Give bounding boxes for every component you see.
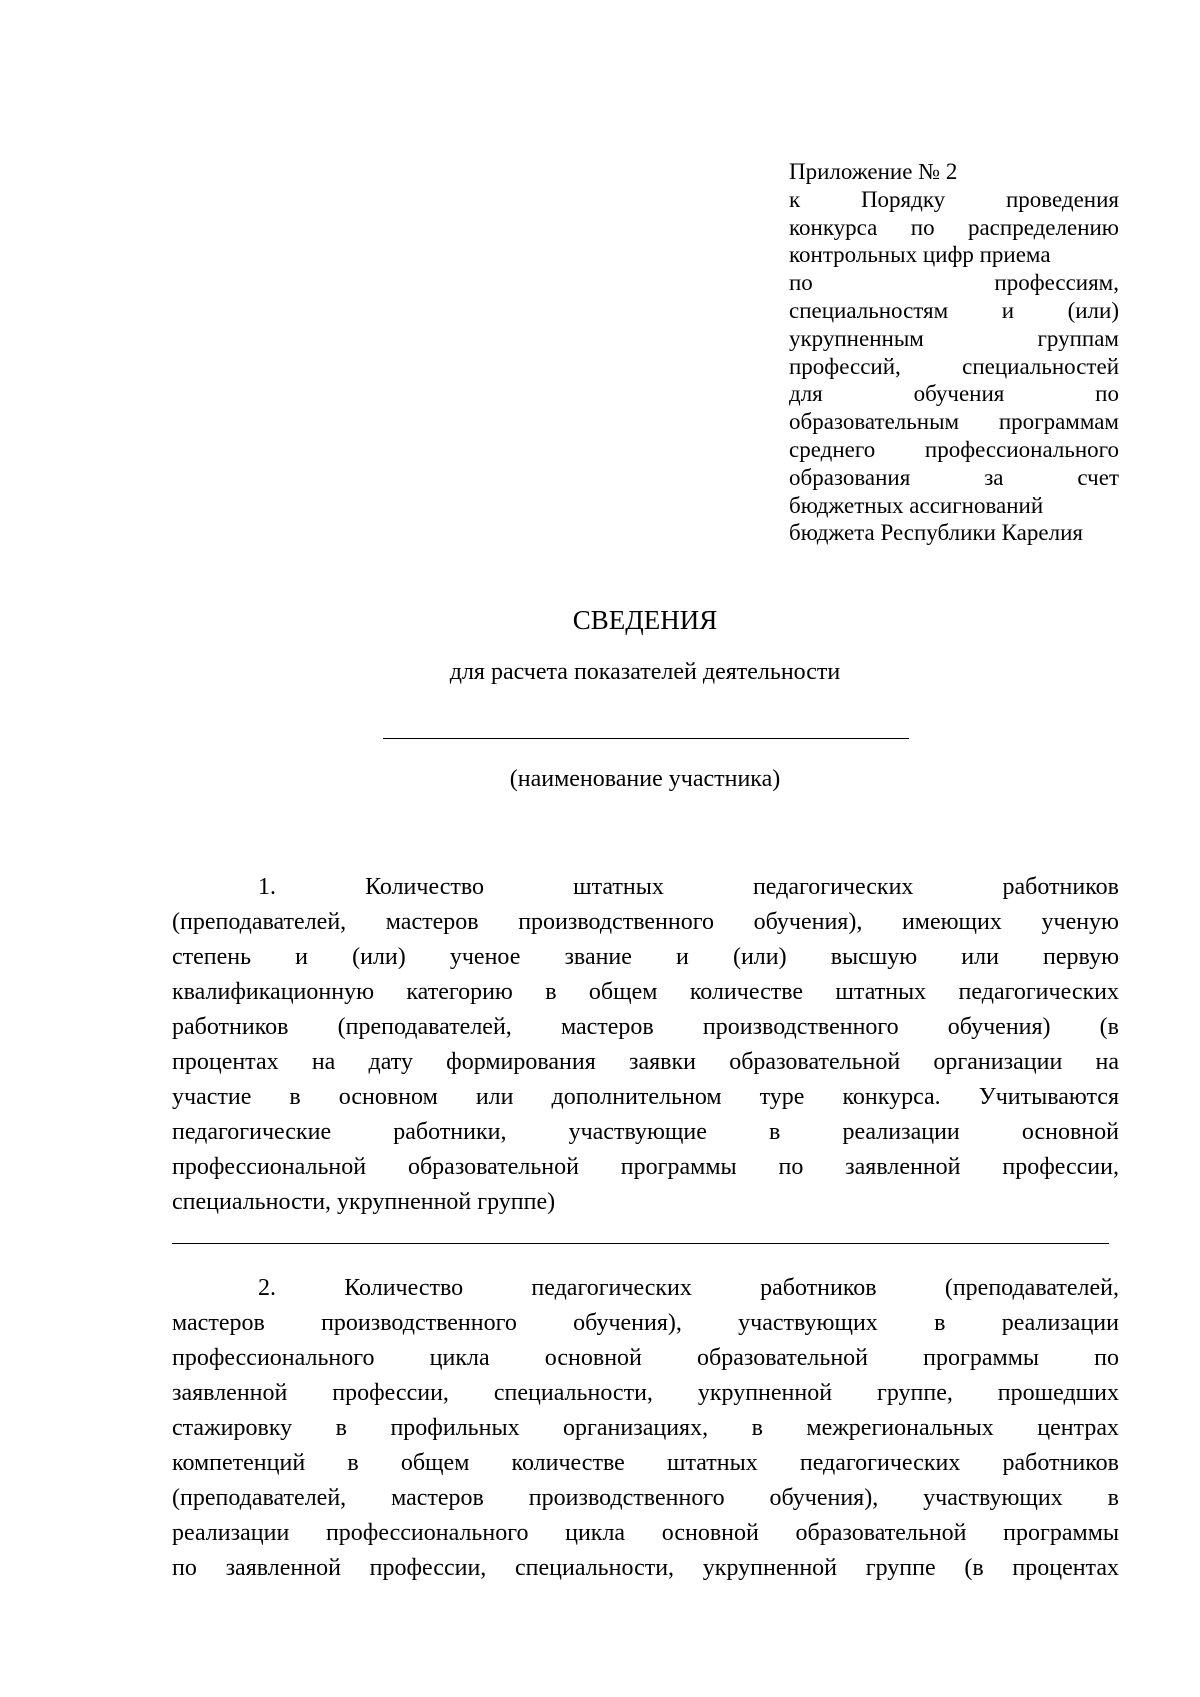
appendix-line: специальностям и (или) <box>789 297 1119 323</box>
appendix-line: по профессиям, <box>789 270 1119 296</box>
item-2-paragraph <box>172 1271 1119 1586</box>
paragraph-line: профессионального цикла основной образовательной программы по <box>172 1345 1119 1371</box>
appendix-line: образовательным программам <box>789 409 1119 435</box>
paragraph-line: по заявленной профессии, специальности, укрупненной группе (в процентах <box>172 1555 1119 1581</box>
paragraph-line: квалификационную категорию в общем количестве штатных педагогических <box>172 979 1119 1005</box>
paragraph-line: стажировку в профильных организациях, в межрегиональных центрах <box>172 1415 1119 1441</box>
appendix-note <box>789 158 1119 547</box>
appendix-line: укрупненным группам <box>789 325 1119 351</box>
appendix-line: конкурса по распределению <box>789 214 1119 240</box>
appendix-line: к Порядку проведения <box>789 186 1119 212</box>
appendix-line: бюджета Республики Карелия <box>789 520 1083 546</box>
appendix-line: образования за счет <box>789 464 1119 490</box>
paragraph-line: реализации профессионального цикла основной образовательной программы <box>172 1520 1119 1546</box>
paragraph-line: работников (преподавателей, мастеров производственного обучения) (в <box>172 1014 1119 1040</box>
paragraph-line: (преподавателей, мастеров производственного обучения), участвующих в <box>172 1485 1119 1511</box>
appendix-line: бюджетных ассигнований <box>789 492 1044 518</box>
appendix-line: среднего профессионального <box>789 436 1119 462</box>
appendix-line: контрольных цифр приема <box>789 242 1051 268</box>
participant-name-caption: (наименование участника) <box>509 766 781 792</box>
participant-name-line <box>383 738 909 739</box>
appendix-line: для обучения по <box>789 381 1119 407</box>
item-1-paragraph <box>172 870 1119 1220</box>
paragraph-line: степень и (или) ученое звание и (или) высшую или первую <box>172 944 1119 970</box>
paragraph-line: участие в основном или дополнительном туре конкурса. Учитываются <box>172 1084 1119 1110</box>
paragraph-line: мастеров производственного обучения), участвующих в реализации <box>172 1310 1119 1336</box>
paragraph-line: (преподавателей, мастеров производственного обучения), имеющих ученую <box>172 909 1119 935</box>
paragraph-line: педагогические работники, участвующие в реализации основной <box>172 1119 1119 1145</box>
paragraph-line: 1. Количество штатных педагогических работников <box>258 874 1119 900</box>
paragraph-line: профессиональной образовательной программы по заявленной профессии, <box>172 1154 1119 1180</box>
appendix-line: профессий, специальностей <box>789 353 1119 379</box>
paragraph-line: 2. Количество педагогических работников (преподавателей, <box>258 1275 1119 1301</box>
document-subtitle: для расчета показателей деятельности <box>449 659 841 685</box>
paragraph-line: специальности, укрупненной группе) <box>172 1189 556 1215</box>
appendix-line: Приложение № 2 <box>789 159 958 184</box>
paragraph-line: компетенций в общем количестве штатных педагогических работников <box>172 1450 1119 1476</box>
document-title: СВЕДЕНИЯ <box>572 605 718 635</box>
item-1-answer-line <box>172 1243 1109 1244</box>
paragraph-line: заявленной профессии, специальности, укрупненной группе, прошедших <box>172 1380 1119 1406</box>
paragraph-line: процентах на дату формирования заявки образовательной организации на <box>172 1049 1119 1075</box>
